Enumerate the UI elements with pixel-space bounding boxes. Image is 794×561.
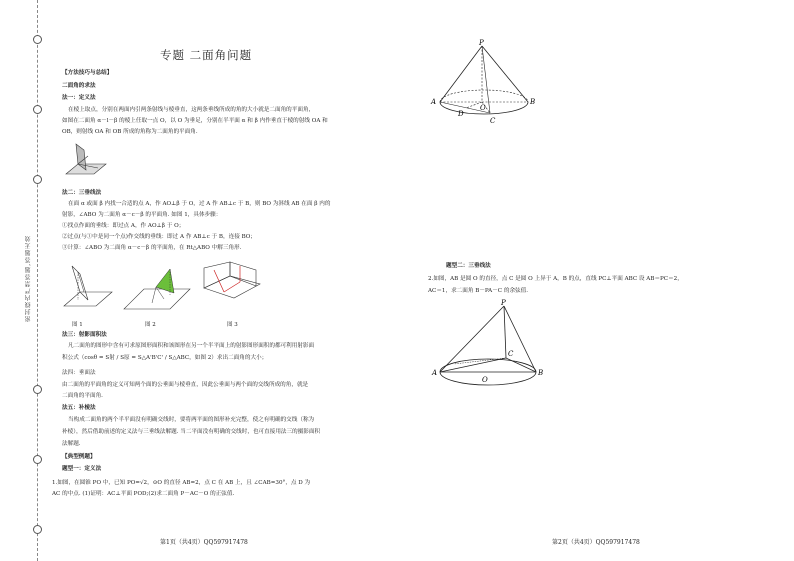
page-title: 专题 二面角问题: [160, 48, 253, 62]
text-line: 在棱上取点，分别在两面内引两条射线与棱垂直，这两条垂线所成的角的大小就是二面角的平面角，: [68, 107, 315, 113]
method-heading: 法五：补棱法: [62, 405, 96, 411]
figure-1: [62, 262, 114, 316]
left-page: [52, 0, 392, 561]
method-heading: 法一：定义法: [62, 95, 96, 101]
figure-2-caption: 图 2: [145, 322, 156, 328]
question-type-heading: 题型一：定义法: [62, 466, 102, 472]
cone-figure: [428, 40, 548, 130]
label-b: B: [530, 98, 536, 106]
label-c: C: [508, 350, 514, 358]
binding-hole-icon: [33, 525, 42, 534]
section-heading: 【典型例题】: [62, 454, 96, 460]
text-line: 射影，∠ABO 为二面角 α－c－β 的平面角. 如图 1，具体步骤：: [62, 212, 222, 218]
label-p: P: [479, 39, 484, 47]
method-heading: 法三：射影面积法: [62, 332, 107, 338]
figure-3: [200, 262, 264, 316]
binding-hole-icon: [33, 455, 42, 464]
page-footer: 第2页（共4页）QQ597917478: [552, 539, 640, 546]
binding-hole-icon: [33, 175, 42, 184]
binding-hole-icon: [33, 105, 42, 114]
label-d: D: [458, 110, 464, 118]
label-o: O: [480, 104, 486, 112]
text-line: OB，则射线 OA 和 OB 所成的角称为二面角的平面角.: [62, 129, 198, 135]
figure-3-caption: 图 3: [227, 322, 238, 328]
label-b: B: [538, 369, 544, 377]
text-line: 补棱），然后借助前述的定义法与三垂线法解题. 当二平面没有明确的交线时，也可直接用法三的摄影面积: [62, 429, 321, 435]
text-line: 由二面角的平面角的定义可知两个面的公垂面与棱垂直，因此公垂面与两个面的交线所成的角，就是: [62, 382, 309, 388]
text-line: 法解题.: [62, 441, 81, 447]
formula-line: 积公式（cosθ = S射 / S原 = S△A'B'C' / S△ABC，如图 2）求出二面角的大小；: [62, 355, 268, 361]
text-line: ①找点作面的垂线：即过点 A，作 AO⊥β 于 O；: [62, 223, 185, 229]
section-heading: 【方法技巧与总结】: [62, 70, 113, 76]
question-2-line: 2.如图，AB 是圆 O 的直径，点 C 是圆 O 上异于 A，B 的点，直线 PC⊥平面 ABC 设 AB＝PC＝2，: [428, 276, 683, 282]
figure-1-caption: 图 1: [72, 322, 83, 328]
question-2-figure: [424, 298, 544, 388]
text-line: ③计算：∠ABO 为二面角 α－c－β 的平面角，在 Rt△ABO 中解三角形.: [62, 245, 242, 251]
binding-hole-icon: [33, 35, 42, 44]
text-line: 凡二面角的图形中含有可求原图形面积和该图形在另一个半平面上的射影图形面积的都可利用射影面: [68, 343, 315, 349]
binding-hole-icon: [33, 385, 42, 394]
label-p: P: [501, 299, 506, 307]
text-line: 当构成二面角的两个半平面没有明确交线时，要将两平面的图形补充完整，使之有明确的交线（称为: [68, 417, 315, 423]
label-o: O: [482, 376, 488, 384]
subsection-heading: 二面角的求法: [62, 83, 96, 89]
text-line: 如图在二面角 α－l－β 的棱上任取一点 O，以 O 为垂足，分别在半平面 α 和 β 内作垂直于棱的射线 OA 和: [62, 118, 328, 124]
text-line: ②过点(与①中是同一个点)作交线的垂线：即过 A 作 AB⊥c 于 B，连接 BO；: [62, 234, 256, 240]
definition-figure: [64, 140, 124, 180]
binding-dashed-line: [37, 0, 38, 561]
label-a: A: [432, 369, 438, 377]
method-heading: 法四：垂面法: [62, 370, 96, 376]
text-line: 在面 α 或面 β 内找一合适的点 A，作 AO⊥β 于 O，过 A 作 AB⊥c 于 B，则 BO 为斜线 AB 在面 β 内的: [68, 201, 331, 207]
question-2-line: AC＝1，求二面角 B－PA－C 的余弦值.: [428, 288, 529, 294]
binding-warning-text: 密封线内严禁答题,答题无效: [25, 235, 32, 322]
label-c: C: [490, 117, 496, 125]
page-footer: 第1页（共4页）QQ597917478: [160, 539, 248, 546]
figure-2: [122, 265, 192, 315]
right-page: [420, 0, 780, 561]
question-1-line: AC 的中点. (1)证明：AC⊥平面 POD;(2)求二面角 P－AC－O 的正弦值.: [52, 491, 235, 497]
method-heading: 法二：三垂线法: [62, 190, 102, 196]
binding-margin: [0, 0, 48, 561]
text-line: 二面角的平面角.: [62, 393, 103, 399]
question-1-line: 1.如图，在圆锥 PO 中，已知 PO=√2，⊙O 的直径 AB=2，点 C 在 AB 上，且 ∠CAB=30°，点 D 为: [52, 480, 311, 486]
question-type-heading: 题型二：三垂线法: [446, 263, 491, 269]
label-a: A: [431, 98, 437, 106]
